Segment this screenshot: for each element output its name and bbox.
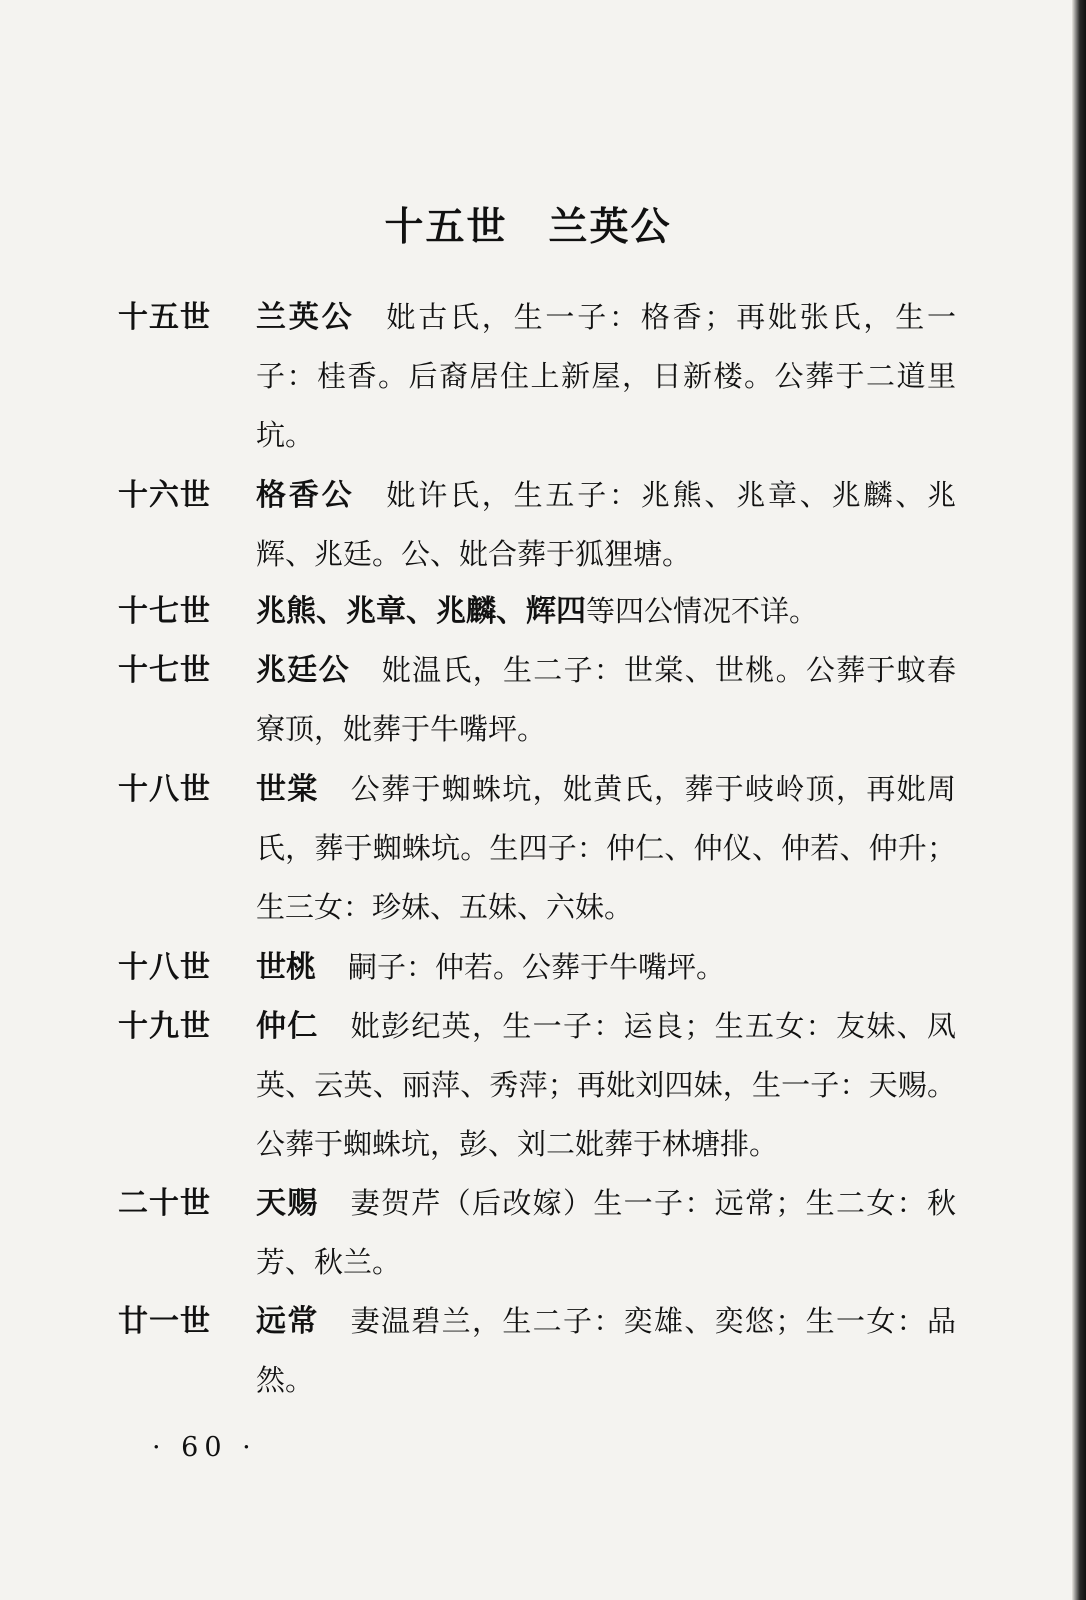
entry-text: 妻贺芹（后改嫁）生一子：远常；生二女：秋芳、秋兰。 [256, 1186, 956, 1279]
generation-label: 廿一世 [118, 1304, 211, 1339]
page-title: 十五世 兰英公 [384, 205, 672, 250]
entry-body [256, 760, 956, 937]
entry-body [256, 938, 956, 997]
entry-text: 妣古氏，生一子：格香；再妣张氏，生一子：桂香。后裔居住上新屋，日新楼。公葬于二道里坑。 [256, 300, 956, 452]
entry-text: 妻温碧兰，生二子：奕雄、奕悠；生一女：品然。 [256, 1304, 956, 1397]
generation-label: 十七世 [118, 594, 211, 629]
ancestor-name: 天赐 [256, 1186, 319, 1221]
entry-text: 嗣子：仲若。公葬于牛嘴坪。 [348, 950, 726, 984]
entry-body [256, 641, 956, 759]
entry-body [256, 288, 956, 465]
page-edge [1072, 0, 1086, 1600]
page-number: · 60 · [152, 1432, 257, 1463]
entry-text: 妣温氏，生二子：世棠、世桃。公葬于蚊春寮顶，妣葬于牛嘴坪。 [256, 653, 956, 746]
entry-body [256, 997, 956, 1174]
entry-text: 妣彭纪英，生一子：运良；生五女：友妹、凤英、云英、丽萍、秀萍；再妣刘四妹，生一子：天赐。公葬于蜘蛛坑，彭、刘二妣葬于林塘排。 [256, 1009, 956, 1161]
generation-label: 十八世 [118, 950, 211, 985]
generation-label: 十八世 [118, 772, 211, 807]
ancestor-name: 世桃 [256, 950, 316, 985]
entry-text: 等四公情况不详。 [586, 594, 819, 628]
ancestor-name: 远常 [256, 1304, 319, 1339]
generation-label: 十七世 [118, 653, 211, 688]
entry-text: 妣许氏，生五子：兆熊、兆章、兆麟、兆辉、兆廷。公、妣合葬于狐狸塘。 [256, 478, 956, 571]
generation-label: 二十世 [118, 1186, 211, 1221]
entry-body [256, 1292, 956, 1410]
ancestor-name: 兆廷公 [256, 653, 350, 688]
entry-body [256, 582, 956, 641]
entry-body [256, 466, 956, 584]
ancestor-name: 世棠 [256, 772, 319, 807]
generation-label: 十六世 [118, 478, 211, 513]
generation-label: 十五世 [118, 300, 211, 335]
ancestor-name: 格香公 [256, 478, 355, 513]
entry-text: 公葬于蜘蛛坑，妣黄氏，葬于岐岭顶，再妣周氏，葬于蜘蛛坑。生四子：仲仁、仲仪、仲若、仲升；生三女：珍妹、五妹、六妹。 [256, 772, 956, 924]
entry-body [256, 1174, 956, 1292]
generation-label: 十九世 [118, 1009, 211, 1044]
ancestor-name: 仲仁 [256, 1009, 319, 1044]
ancestor-name: 兰英公 [256, 300, 355, 335]
ancestor-name: 兆熊、兆章、兆麟、辉四 [256, 594, 586, 629]
